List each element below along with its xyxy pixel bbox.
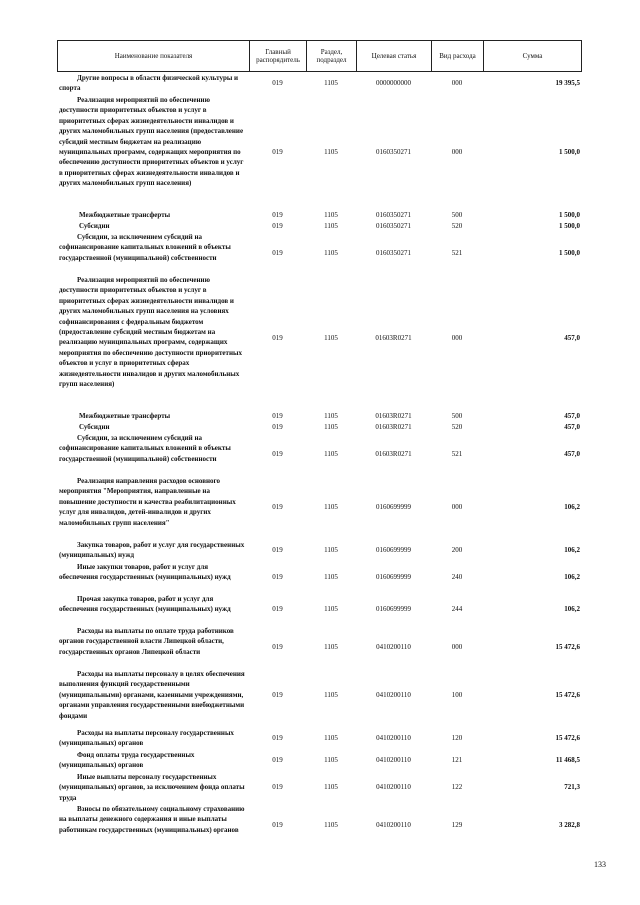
table-row	[57, 594, 582, 625]
row-section: 1105	[324, 333, 338, 342]
row-name: Прочая закупка товаров, работ и услуг для обеспечения государственных (муниципальных) нужд	[59, 595, 231, 614]
row-target-article: 0410200110	[376, 690, 411, 699]
row-section: 1105	[324, 642, 338, 651]
row-sum: 457,0	[564, 333, 580, 342]
table-row	[57, 210, 582, 221]
row-name: Межбюджетные трансферты	[79, 412, 171, 420]
row-sum: 106,2	[564, 573, 580, 582]
row-target-article: 0160350271	[376, 248, 411, 257]
page-number: 133	[594, 860, 606, 869]
row-expense-type: 244	[451, 605, 463, 614]
row-target-article: 0410200110	[376, 642, 411, 651]
row-section: 1105	[324, 423, 338, 432]
row-expense-type: 500	[451, 412, 463, 421]
row-chief-manager: 019	[272, 642, 283, 651]
row-sum: 19 395,5	[555, 79, 580, 88]
row-target-article: 01603R0271	[375, 449, 412, 458]
row-chief-manager: 019	[272, 248, 283, 257]
row-name: Иные выплаты персоналу государственных (муниципальных) органов, за исключением фонда оплаты труда	[59, 773, 247, 802]
row-section: 1105	[324, 756, 338, 765]
row-sum: 3 282,8	[559, 820, 580, 829]
row-target-article: 0410200110	[376, 734, 411, 743]
row-name: Расходы на выплаты персоналу в целях обеспечения выполнения функций государственными (муниципальными) органами, казенными учреждениями, органами управления государственными внебюджетными фондами	[59, 670, 247, 720]
row-chief-manager: 019	[272, 79, 283, 88]
row-expense-type: 000	[451, 503, 463, 512]
table-header	[57, 40, 582, 72]
row-target-article: 0410200110	[376, 783, 411, 792]
row-target-article: 01603R0271	[375, 412, 412, 421]
row-section: 1105	[324, 690, 338, 699]
row-section: 1105	[324, 222, 338, 231]
row-target-article: 0160699999	[376, 605, 411, 614]
row-expense-type: 000	[451, 333, 463, 342]
row-target-article: 0160350271	[376, 222, 411, 231]
row-expense-type: 000	[451, 642, 463, 651]
row-sum: 1 500,0	[559, 248, 580, 257]
row-expense-type: 520	[451, 222, 463, 231]
row-sum: 457,0	[564, 449, 580, 458]
row-chief-manager: 019	[272, 412, 283, 421]
table-row	[57, 804, 582, 846]
row-section: 1105	[324, 248, 338, 257]
row-target-article: 01603R0271	[375, 333, 412, 342]
row-expense-type: 122	[451, 783, 463, 792]
row-sum: 106,2	[564, 503, 580, 512]
row-expense-type: 500	[451, 211, 463, 220]
row-section: 1105	[324, 503, 338, 512]
row-chief-manager: 019	[272, 423, 283, 432]
table-row	[57, 411, 582, 422]
row-name: Фонд оплаты труда государственных (муниципальных) органов	[59, 751, 197, 770]
row-sum: 457,0	[564, 412, 580, 421]
row-sum: 106,2	[564, 546, 580, 555]
row-section: 1105	[324, 820, 338, 829]
table-row	[57, 626, 582, 668]
row-chief-manager: 019	[272, 783, 283, 792]
table-row	[57, 540, 582, 561]
row-section: 1105	[324, 573, 338, 582]
row-name: Реализация направления расходов основного мероприятия "Мероприятия, направленные на повышение доступности и качества реабилитационных услуг для инвалидов, детей-инвалидов и других маломобильных групп населения"	[59, 477, 238, 527]
row-expense-type: 120	[451, 734, 463, 743]
row-sum: 721,3	[564, 783, 580, 792]
row-target-article: 01603R0271	[375, 423, 412, 432]
header-expense-type: Вид расхода	[432, 41, 484, 71]
row-chief-manager: 019	[272, 503, 283, 512]
row-name: Взносы по обязательному социальному страхованию на выплаты денежного содержания и иные выплаты работникам государственных (муниципальных) органов	[59, 805, 247, 834]
row-expense-type: 121	[451, 756, 463, 765]
row-chief-manager: 019	[272, 690, 283, 699]
row-sum: 15 472,6	[555, 734, 580, 743]
row-section: 1105	[324, 412, 338, 421]
row-chief-manager: 019	[272, 211, 283, 220]
row-chief-manager: 019	[272, 546, 283, 555]
table-row	[57, 73, 582, 94]
table-row	[57, 476, 582, 539]
row-name: Реализация мероприятий по обеспечению доступности приоритетных объектов и услуг в приоритетных сферах жизнедеятельности инвалидов и других маломобильных групп населения на условиях софинансирования с федеральным бюджетом (предоставление субсидий местным бюджетам на реализацию муниципальных программ, содержащих мероприятия по обеспечению доступности приоритетных объектов и услуг в приоритетных сферах жизнедеятельности инвалидов и других маломобильных групп населения)	[59, 276, 244, 389]
row-section: 1105	[324, 734, 338, 743]
table-row	[57, 232, 582, 274]
row-chief-manager: 019	[272, 449, 283, 458]
row-target-article: 0410200110	[376, 820, 411, 829]
row-name: Другие вопросы в области физической культуры и спорта	[59, 74, 240, 93]
header-section: Раздел, подраздел	[307, 41, 357, 71]
table-row	[57, 750, 582, 771]
row-name: Субсидии	[79, 423, 110, 431]
table-row	[57, 728, 582, 749]
row-target-article: 0160699999	[376, 503, 411, 512]
row-chief-manager: 019	[272, 756, 283, 765]
header-target-article: Целевая статья	[357, 41, 432, 71]
row-section: 1105	[324, 783, 338, 792]
row-sum: 106,2	[564, 605, 580, 614]
row-expense-type: 521	[451, 248, 463, 257]
row-expense-type: 000	[451, 147, 463, 156]
row-expense-type: 521	[451, 449, 463, 458]
row-chief-manager: 019	[272, 734, 283, 743]
table-row	[57, 275, 582, 401]
row-chief-manager: 019	[272, 605, 283, 614]
row-name: Реализация мероприятий по обеспечению доступности приоритетных объектов и услуг в приоритетных сферах жизнедеятельности инвалидов и других маломобильных групп населения (предоставление субсидий местным бюджетам на реализацию муниципальных программ, содержащих мероприятия по обеспечению доступности приоритетных объектов и услуг в приоритетных сферах жизнедеятельности инвалидов и других маломобильных групп населения)	[59, 96, 246, 188]
row-expense-type: 520	[451, 423, 463, 432]
row-name: Закупка товаров, работ и услуг для государственных (муниципальных) нужд	[59, 541, 246, 560]
table-row	[57, 95, 582, 209]
row-name: Расходы на выплаты по оплате труда работников органов государственной власти Липецкой области, государственных органов Липецкой области	[59, 627, 236, 656]
table-row	[57, 221, 582, 232]
row-sum: 1 500,0	[559, 147, 580, 156]
row-section: 1105	[324, 79, 338, 88]
row-target-article: 0000000000	[376, 79, 411, 88]
row-section: 1105	[324, 449, 338, 458]
row-section: 1105	[324, 147, 338, 156]
row-chief-manager: 019	[272, 820, 283, 829]
row-expense-type: 100	[451, 690, 463, 699]
row-sum: 15 472,6	[555, 690, 580, 699]
row-chief-manager: 019	[272, 222, 283, 231]
row-target-article: 0160350271	[376, 147, 411, 156]
row-sum: 457,0	[564, 423, 580, 432]
row-sum: 11 468,5	[555, 756, 580, 765]
table-row	[57, 422, 582, 433]
row-section: 1105	[324, 211, 338, 220]
row-target-article: 0160350271	[376, 211, 411, 220]
row-sum: 1 500,0	[559, 222, 580, 231]
row-name: Межбюджетные трансферты	[79, 211, 171, 219]
table-row	[57, 562, 582, 593]
row-chief-manager: 019	[272, 333, 283, 342]
header-chief-manager: Главный распорядитель	[250, 41, 307, 71]
row-target-article: 0160699999	[376, 573, 411, 582]
row-expense-type: 129	[451, 820, 463, 829]
row-name: Субсидии	[79, 222, 110, 230]
row-name: Субсидии, за исключением субсидий на софинансирование капитальных вложений в объекты государственной (муниципальной) собственности	[59, 434, 233, 463]
row-expense-type: 240	[451, 573, 463, 582]
row-name: Иные закупки товаров, работ и услуг для обеспечения государственных (муниципальных) нужд	[59, 563, 231, 582]
row-chief-manager: 019	[272, 573, 283, 582]
header-sum: Сумма	[522, 52, 543, 60]
table-row	[57, 433, 582, 475]
row-chief-manager: 019	[272, 147, 283, 156]
row-name: Расходы на выплаты персоналу государственных (муниципальных) органов	[59, 729, 236, 748]
row-expense-type: 000	[451, 79, 463, 88]
row-target-article: 0410200110	[376, 756, 411, 765]
header-name: Наименование показателя	[58, 41, 250, 71]
row-sum: 1 500,0	[559, 211, 580, 220]
row-name: Субсидии, за исключением субсидий на софинансирование капитальных вложений в объекты государственной (муниципальной) собственности	[59, 233, 233, 262]
row-expense-type: 200	[451, 546, 463, 555]
row-section: 1105	[324, 546, 338, 555]
row-target-article: 0160699999	[376, 546, 411, 555]
table-row	[57, 772, 582, 803]
table-row	[57, 669, 582, 721]
row-sum: 15 472,6	[555, 642, 580, 651]
row-section: 1105	[324, 605, 338, 614]
